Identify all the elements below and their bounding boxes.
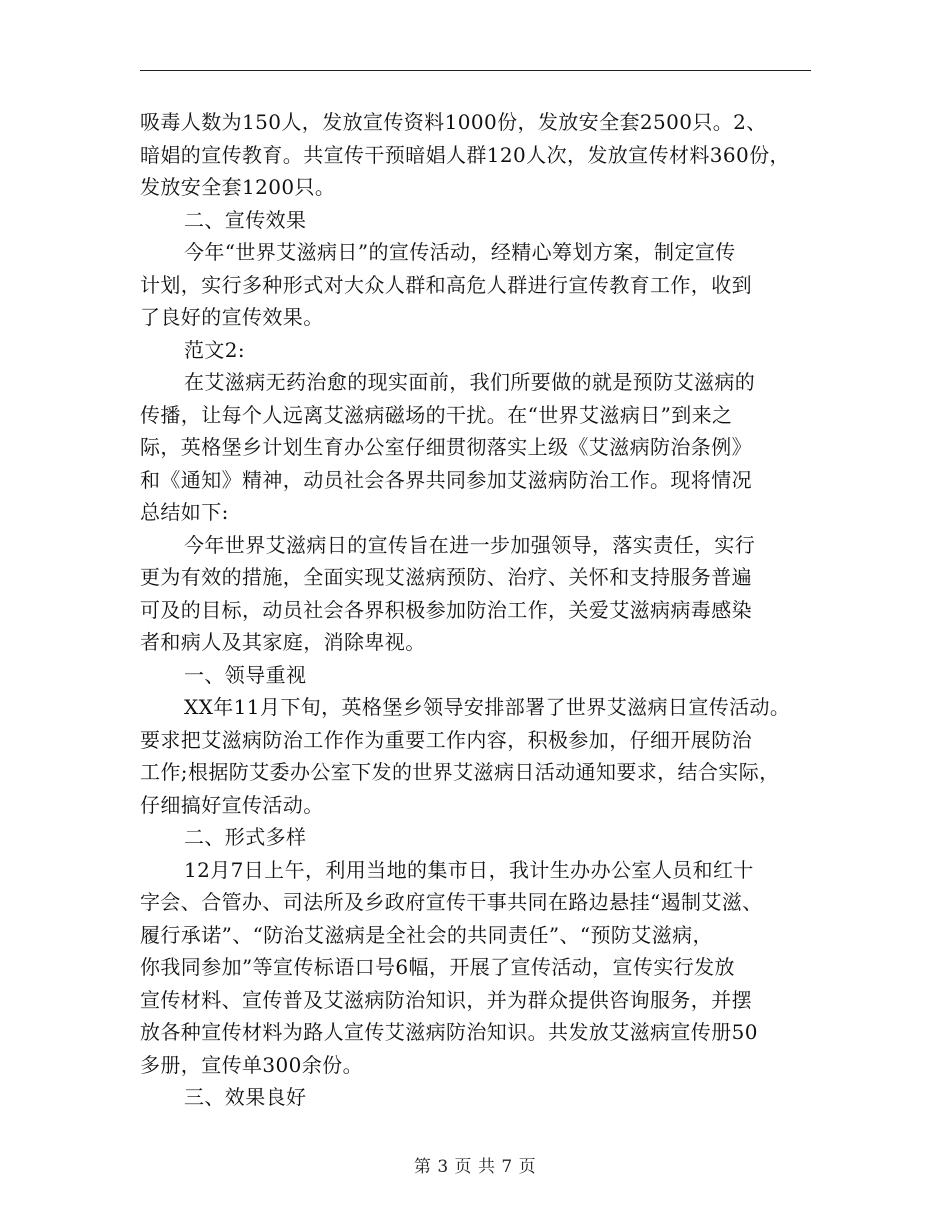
text-line: 发放安全套1200只。 (140, 175, 336, 199)
text-line: 了良好的宣传效果。 (140, 305, 324, 329)
text-line: 今年“世界艾滋病日”的宣传活动，经精心筹划方案，制定宣传 (184, 240, 736, 264)
text-line: 者和病人及其家庭，消除卑视。 (140, 630, 426, 654)
text-line: 三、效果良好 (184, 1085, 307, 1109)
text-line: 二、宣传效果 (184, 207, 307, 232)
document-body (140, 106, 820, 1114)
text-line: 多册，宣传单300余份。 (140, 1052, 363, 1077)
text-line: 二、形式多样 (184, 825, 307, 849)
page-number-footer: 第 3 页 共 7 页 (413, 1157, 537, 1177)
text-line: 传播，让每个人远离艾滋病磁场的干扰。在“世界艾滋病日”到来之 (140, 402, 733, 427)
text-line: 要求把艾滋病防治工作作为重要工作内容，积极参加，仔细开展防治 (140, 727, 752, 752)
text-line: 字会、合管办、司法所及乡政府宣传干事共同在路边悬挂“遏制艾滋、 (140, 890, 763, 914)
text-line: 宣传材料、宣传普及艾滋病防治知识，并为群众提供咨询服务，并摆 (140, 987, 752, 1012)
text-line: 12月7日上午，利用当地的集市日，我计生办办公室人员和红十 (184, 857, 754, 882)
text-line: 履行承诺”、“防治艾滋病是全社会的共同责任”、“预防艾滋病， (140, 922, 713, 947)
text-line: XX年11月下旬，英格堡乡领导安排部署了世界艾滋病日宣传活动。 (184, 695, 791, 719)
text-line: 一、领导重视 (184, 662, 307, 687)
text-line: 仔细搞好宣传活动。 (140, 792, 324, 817)
text-line: 放各种宣传材料为路人宣传艾滋病防治知识。共发放艾滋病宣传册50 (140, 1020, 758, 1044)
text-line: 际，英格堡乡计划生育办公室仔细贯彻落实上级《艾滋病防治条例》 (140, 435, 752, 459)
text-line: 计划，实行多种形式对大众人群和高危人群进行宣传教育工作，收到 (140, 272, 752, 297)
header-rule (140, 70, 811, 71)
text-line: 暗娼的宣传教育。共宣传干预暗娼人群120人次，发放宣传材料360份， (140, 142, 790, 167)
text-line: 和《通知》精神，动员社会各界共同参加艾滋病防治工作。现将情况 (140, 467, 752, 492)
text-line: 你我同参加”等宣传标语口号6幅，开展了宣传活动，宣传实行发放 (140, 955, 735, 979)
text-line: 今年世界艾滋病日的宣传旨在进一步加强领导，落实责任，实行 (184, 532, 756, 557)
text-line: 范文2: (184, 337, 246, 362)
text-line: 工作;根据防艾委办公室下发的世界艾滋病日活动通知要求，结合实际， (140, 760, 780, 784)
text-line: 更为有效的措施，全面实现艾滋病预防、治疗、关怀和支持服务普遍 (140, 565, 752, 589)
text-line: 总结如下: (140, 500, 229, 524)
text-line: 可及的目标，动员社会各界积极参加防治工作，关爱艾滋病病毒感染 (140, 597, 752, 622)
text-line: 在艾滋病无药治愈的现实面前，我们所要做的就是预防艾滋病的 (184, 370, 756, 394)
text-line: 吸毒人数为150人，发放宣传资料1000份，发放安全套2500只。2、 (140, 110, 767, 134)
